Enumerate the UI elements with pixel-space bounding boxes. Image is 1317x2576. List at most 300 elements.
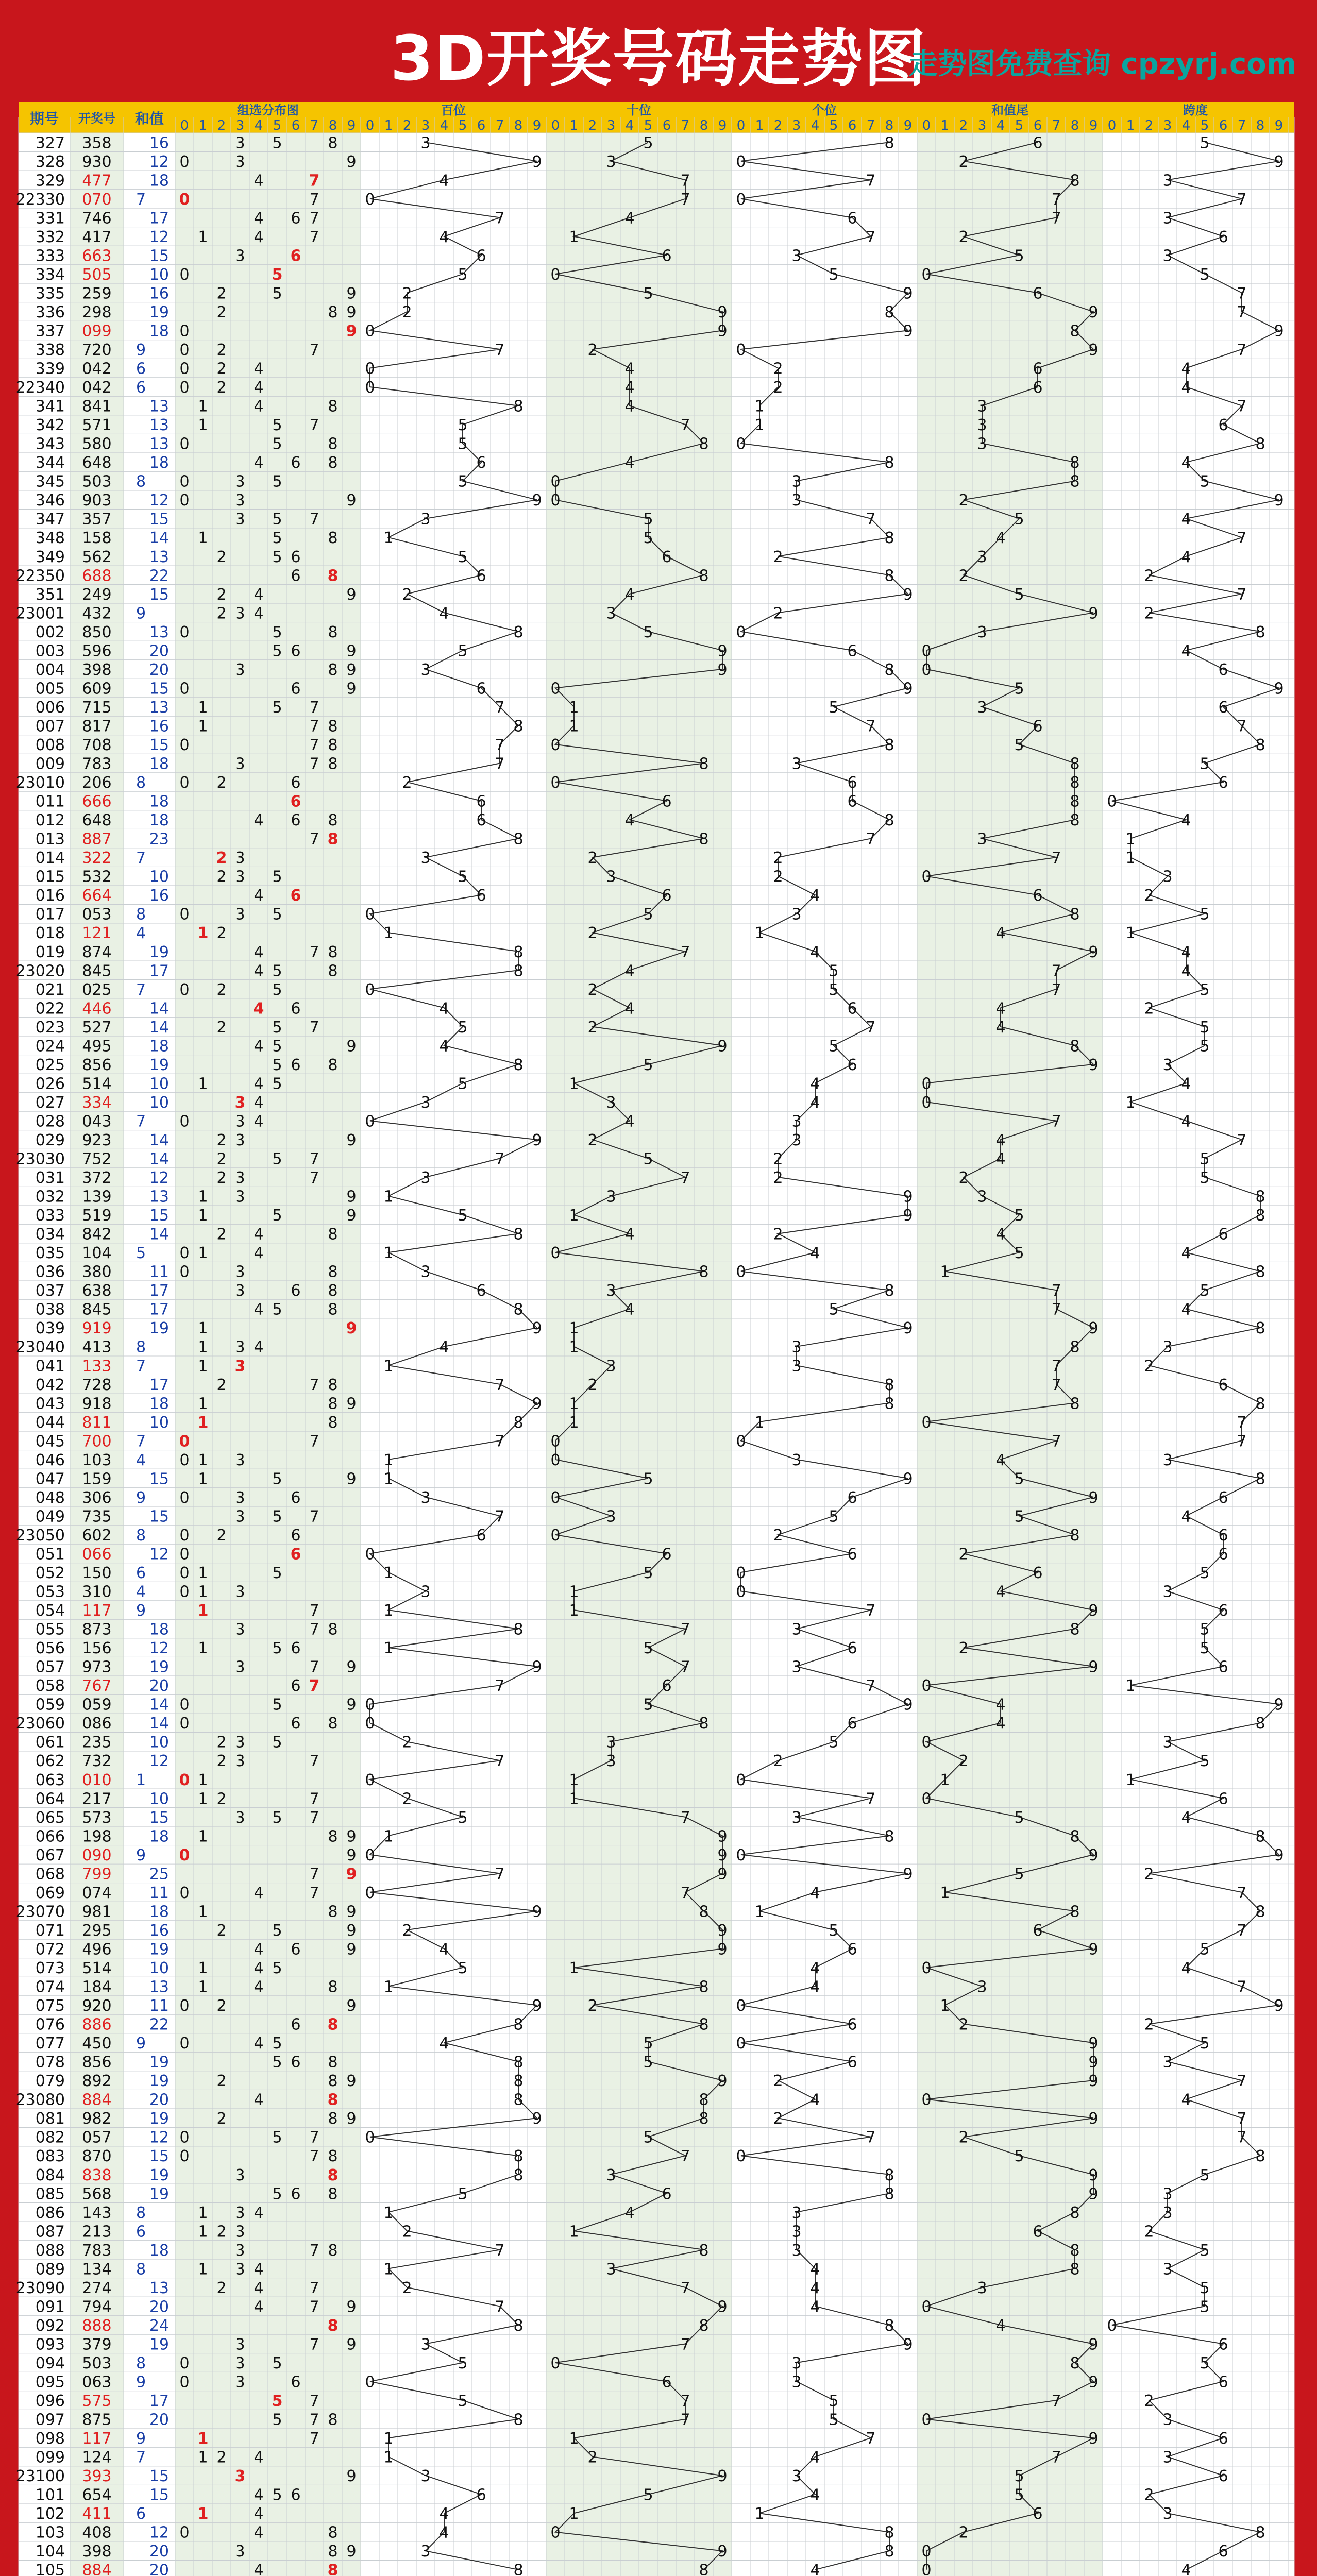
trend-mark-sum_tail: 8 xyxy=(1070,811,1080,830)
group-mark: 2 xyxy=(216,980,227,999)
number-cell: 794 xyxy=(82,2298,112,2316)
number-cell: 063 xyxy=(82,2373,112,2392)
issue-cell: 081 xyxy=(35,2110,65,2128)
trend-mark-sum_tail: 8 xyxy=(1070,322,1080,341)
trend-mark-span: 6 xyxy=(1218,2543,1228,2561)
issue-cell: 23050 xyxy=(15,1526,65,1545)
sum-cell: 6 xyxy=(136,2223,146,2241)
trend-mark-units: 2 xyxy=(773,379,783,397)
trend-mark-units: 8 xyxy=(884,529,894,548)
trend-mark-tens: 4 xyxy=(624,360,635,378)
trend-mark-units: 5 xyxy=(829,1921,839,1940)
issue-cell: 007 xyxy=(35,717,65,736)
trend-mark-sum_tail: 9 xyxy=(1088,1846,1099,1865)
number-cell: 892 xyxy=(82,2072,112,2091)
number-cell: 648 xyxy=(82,811,112,830)
group-mark: 9 xyxy=(346,1037,357,1056)
trend-mark-units: 0 xyxy=(736,2035,746,2053)
trend-mark-span: 5 xyxy=(1200,1639,1210,1658)
trend-mark-hundreds: 1 xyxy=(383,2448,394,2467)
trend-mark-hundreds: 5 xyxy=(458,1018,468,1037)
trend-mark-sum_tail: 9 xyxy=(1088,2072,1099,2091)
number-cell: 842 xyxy=(82,1225,112,1244)
group-mark: 1 xyxy=(198,1639,208,1658)
number-cell: 086 xyxy=(82,1715,112,1733)
number-cell: 638 xyxy=(82,1282,112,1300)
number-cell: 274 xyxy=(82,2279,112,2297)
trend-mark-units: 8 xyxy=(884,2185,894,2204)
trend-mark-tens: 0 xyxy=(550,265,561,284)
sum-cell: 6 xyxy=(136,360,146,378)
issue-cell: 003 xyxy=(35,642,65,660)
sum-cell: 22 xyxy=(149,2015,169,2034)
trend-mark-tens: 8 xyxy=(699,1263,709,1281)
trend-mark-units: 2 xyxy=(773,2072,783,2091)
group-mark: 8 xyxy=(328,1978,338,1996)
group-mark: 4 xyxy=(254,2448,264,2467)
group-mark: 7 xyxy=(309,2335,319,2354)
number-cell: 184 xyxy=(82,1978,112,1996)
group-mark: 6 xyxy=(291,680,301,698)
trend-mark-tens: 0 xyxy=(550,1488,561,1507)
trend-mark-tens: 3 xyxy=(606,868,616,886)
sum-cell: 18 xyxy=(149,1903,169,1921)
group-mark: 3 xyxy=(235,2204,245,2222)
issue-cell: 008 xyxy=(35,736,65,754)
group-mark: 3 xyxy=(235,1112,245,1131)
trend-mark-span: 7 xyxy=(1237,1432,1247,1451)
group-mark: 8 xyxy=(328,943,338,961)
trend-mark-hundreds: 5 xyxy=(458,1959,468,1977)
trend-mark-span: 4 xyxy=(1181,379,1191,397)
trend-mark-hundreds: 7 xyxy=(495,2241,505,2260)
number-cell: 767 xyxy=(82,1677,112,1696)
group-mark: 2 xyxy=(216,341,227,360)
trend-mark-hundreds: 7 xyxy=(495,698,505,717)
trend-mark-hundreds: 0 xyxy=(365,2373,375,2392)
header-digit: 1 xyxy=(940,118,950,133)
trend-mark-span: 5 xyxy=(1200,265,1210,284)
trend-mark-tens: 3 xyxy=(606,152,616,171)
trend-mark-tens: 9 xyxy=(717,642,728,660)
trend-mark-tens: 6 xyxy=(662,792,672,811)
number-cell: 503 xyxy=(82,472,112,491)
header-digit: 7 xyxy=(866,118,875,133)
group-mark: 6 xyxy=(291,1639,301,1658)
trend-mark-span: 7 xyxy=(1237,2128,1247,2147)
trend-mark-sum_tail: 9 xyxy=(1088,2053,1099,2072)
sum-cell: 17 xyxy=(149,2392,169,2411)
group-mark: 5 xyxy=(272,1207,282,1225)
group-mark: 1 xyxy=(198,1959,208,1977)
sum-cell: 17 xyxy=(149,1376,169,1394)
trend-mark-sum_tail: 9 xyxy=(1088,2373,1099,2392)
trend-mark-span: 4 xyxy=(1181,2561,1191,2576)
trend-mark-hundreds: 5 xyxy=(458,642,468,660)
number-cell: 477 xyxy=(82,172,112,190)
trend-mark-units: 4 xyxy=(810,1959,820,1977)
group-mark: 9 xyxy=(346,1865,357,1884)
issue-cell: 036 xyxy=(35,1263,65,1281)
trend-mark-hundreds: 5 xyxy=(458,435,468,453)
trend-mark-tens: 7 xyxy=(680,1808,690,1827)
sum-cell: 16 xyxy=(149,717,169,736)
trend-mark-hundreds: 9 xyxy=(532,1131,542,1149)
group-mark: 5 xyxy=(272,868,282,886)
header-span: 跨度 xyxy=(1183,103,1208,117)
group-mark: 2 xyxy=(216,924,227,943)
sum-cell: 12 xyxy=(149,152,169,171)
header-group: 组选分布图 xyxy=(237,103,299,117)
sum-cell: 8 xyxy=(136,774,146,792)
issue-cell: 059 xyxy=(35,1696,65,1714)
trend-mark-hundreds: 4 xyxy=(439,228,449,246)
issue-cell: 074 xyxy=(35,1978,65,1996)
group-mark: 8 xyxy=(328,736,338,754)
issue-cell: 079 xyxy=(35,2072,65,2091)
trend-mark-units: 0 xyxy=(736,1846,746,1865)
trend-mark-tens: 5 xyxy=(643,1564,653,1583)
group-mark: 2 xyxy=(216,1790,227,1808)
group-mark: 3 xyxy=(235,1169,245,1188)
trend-mark-units: 1 xyxy=(754,1413,765,1432)
header-row xyxy=(19,102,1294,133)
trend-mark-hundreds: 9 xyxy=(532,1903,542,1921)
header-digit: 5 xyxy=(458,118,467,133)
number-cell: 198 xyxy=(82,1827,112,1846)
trend-mark-sum_tail: 8 xyxy=(1070,172,1080,190)
trend-mark-hundreds: 9 xyxy=(532,492,542,510)
header-digit: 7 xyxy=(1052,118,1061,133)
sum-cell: 15 xyxy=(149,2467,169,2486)
issue-cell: 087 xyxy=(35,2223,65,2241)
issue-cell: 084 xyxy=(35,2166,65,2184)
group-mark: 7 xyxy=(309,1790,319,1808)
header-digit: 3 xyxy=(235,118,245,133)
group-mark: 9 xyxy=(346,2298,357,2316)
trend-mark-hundreds: 9 xyxy=(532,152,542,171)
group-mark: 1 xyxy=(198,1207,208,1225)
group-mark: 1 xyxy=(198,1790,208,1808)
group-mark: 0 xyxy=(179,341,190,360)
group-mark: 7 xyxy=(309,1150,319,1168)
group-mark: 5 xyxy=(272,1470,282,1488)
group-mark: 1 xyxy=(198,1451,208,1469)
group-mark: 7 xyxy=(309,2147,319,2166)
trend-mark-tens: 5 xyxy=(643,905,653,924)
trend-mark-units: 4 xyxy=(810,1884,820,1902)
group-mark: 8 xyxy=(328,1827,338,1846)
trend-mark-sum_tail: 1 xyxy=(940,1997,950,2015)
group-mark: 4 xyxy=(254,2091,264,2109)
number-cell: 306 xyxy=(82,1488,112,1507)
group-mark: 1 xyxy=(198,1827,208,1846)
sum-cell: 15 xyxy=(149,2486,169,2504)
issue-cell: 034 xyxy=(35,1225,65,1244)
trend-mark-tens: 3 xyxy=(606,1752,616,1771)
trend-mark-hundreds: 5 xyxy=(458,1808,468,1827)
number-cell: 817 xyxy=(82,717,112,736)
trend-mark-hundreds: 7 xyxy=(495,736,505,754)
trend-mark-tens: 1 xyxy=(569,1395,579,1413)
number-cell: 411 xyxy=(82,2505,112,2523)
sum-cell: 16 xyxy=(149,134,169,152)
trend-mark-units: 3 xyxy=(791,2241,802,2260)
number-cell: 752 xyxy=(82,1150,112,1168)
trend-mark-tens: 4 xyxy=(624,962,635,980)
number-cell: 884 xyxy=(82,2561,112,2576)
sum-cell: 4 xyxy=(136,924,146,943)
trend-mark-tens: 9 xyxy=(717,1827,728,1846)
trend-mark-hundreds: 8 xyxy=(513,397,524,416)
trend-mark-span: 4 xyxy=(1181,1112,1191,1131)
trend-mark-sum_tail: 0 xyxy=(921,868,932,886)
trend-mark-units: 2 xyxy=(773,1169,783,1188)
issue-cell: 005 xyxy=(35,680,65,698)
trend-mark-span: 2 xyxy=(1144,2223,1154,2241)
group-mark: 0 xyxy=(179,190,190,209)
trend-mark-span: 3 xyxy=(1162,172,1173,190)
trend-mark-sum_tail: 5 xyxy=(1014,2467,1024,2486)
trend-mark-units: 0 xyxy=(736,435,746,453)
trend-mark-tens: 5 xyxy=(643,284,653,303)
trend-mark-hundreds: 0 xyxy=(365,2128,375,2147)
group-mark: 6 xyxy=(291,2015,301,2034)
sum-cell: 20 xyxy=(149,2561,169,2576)
group-mark: 4 xyxy=(254,1093,264,1112)
issue-cell: 041 xyxy=(35,1357,65,1376)
group-mark: 3 xyxy=(235,1488,245,1507)
trend-mark-span: 5 xyxy=(1200,1282,1210,1300)
trend-mark-sum_tail: 9 xyxy=(1088,2185,1099,2204)
group-mark: 7 xyxy=(309,2298,319,2316)
trend-mark-hundreds: 0 xyxy=(365,1112,375,1131)
trend-mark-span: 2 xyxy=(1144,1357,1154,1376)
group-mark: 0 xyxy=(179,1451,190,1469)
trend-mark-tens: 5 xyxy=(643,623,653,641)
header-digit: 8 xyxy=(1070,118,1079,133)
trend-mark-span: 3 xyxy=(1162,2448,1173,2467)
trend-mark-span: 5 xyxy=(1200,2279,1210,2297)
trend-mark-hundreds: 2 xyxy=(402,585,412,604)
trend-mark-units: 3 xyxy=(791,1808,802,1827)
issue-cell: 329 xyxy=(35,172,65,190)
header-digit: 2 xyxy=(402,118,412,133)
group-mark: 3 xyxy=(235,2354,245,2372)
group-mark: 1 xyxy=(198,1903,208,1921)
trend-mark-tens: 7 xyxy=(680,1620,690,1639)
sum-cell: 18 xyxy=(149,1395,169,1413)
trend-mark-units: 6 xyxy=(847,1488,857,1507)
trend-mark-hundreds: 7 xyxy=(495,1376,505,1394)
group-mark: 9 xyxy=(346,1207,357,1225)
issue-cell: 086 xyxy=(35,2204,65,2222)
group-mark: 1 xyxy=(197,2505,209,2523)
group-mark: 8 xyxy=(328,2110,338,2128)
group-mark: 8 xyxy=(328,2147,338,2166)
trend-mark-tens: 9 xyxy=(717,2298,728,2316)
header-digit: 6 xyxy=(291,118,300,133)
header-digit: 6 xyxy=(848,118,857,133)
trend-mark-units: 6 xyxy=(847,774,857,792)
trend-mark-sum_tail: 5 xyxy=(1014,2486,1024,2504)
trend-mark-span: 5 xyxy=(1200,472,1210,491)
trend-mark-hundreds: 8 xyxy=(513,1056,524,1074)
group-mark: 8 xyxy=(328,454,338,472)
trend-mark-hundreds: 6 xyxy=(476,887,486,905)
sum-cell: 12 xyxy=(149,1752,169,1771)
trend-mark-hundreds: 1 xyxy=(383,1357,394,1376)
trend-mark-tens: 9 xyxy=(717,1037,728,1056)
trend-mark-sum_tail: 1 xyxy=(940,1771,950,1789)
issue-cell: 088 xyxy=(35,2241,65,2260)
trend-mark-units: 9 xyxy=(903,1207,913,1225)
trend-mark-tens: 2 xyxy=(587,1997,598,2015)
group-mark: 0 xyxy=(179,360,190,378)
header-digit: 2 xyxy=(217,118,226,133)
sum-cell: 20 xyxy=(149,660,169,679)
trend-mark-tens: 4 xyxy=(624,379,635,397)
trend-mark-tens: 8 xyxy=(699,830,709,849)
trend-mark-units: 3 xyxy=(791,1658,802,1676)
trend-mark-units: 6 xyxy=(847,1056,857,1074)
trend-mark-tens: 3 xyxy=(606,1507,616,1526)
trend-mark-sum_tail: 5 xyxy=(1014,1808,1024,1827)
number-cell: 139 xyxy=(82,1188,112,1206)
trend-mark-units: 2 xyxy=(773,1752,783,1771)
number-cell: 688 xyxy=(82,567,112,585)
group-mark: 1 xyxy=(197,924,209,943)
header-digit: 9 xyxy=(1274,118,1284,133)
header-digit: 8 xyxy=(514,118,523,133)
trend-mark-tens: 1 xyxy=(569,1790,579,1808)
issue-cell: 348 xyxy=(35,529,65,548)
group-mark: 1 xyxy=(198,717,208,736)
issue-cell: 044 xyxy=(35,1413,65,1432)
group-mark: 8 xyxy=(328,660,338,679)
group-mark: 7 xyxy=(309,1376,319,1394)
sum-cell: 11 xyxy=(149,1263,169,1281)
trend-mark-sum_tail: 0 xyxy=(921,1790,932,1808)
trend-mark-hundreds: 0 xyxy=(365,905,375,924)
trend-mark-span: 8 xyxy=(1255,1188,1265,1206)
issue-cell: 105 xyxy=(35,2561,65,2576)
group-mark: 8 xyxy=(328,717,338,736)
group-mark: 9 xyxy=(346,2335,357,2354)
group-mark: 9 xyxy=(346,660,357,679)
trend-mark-hundreds: 0 xyxy=(365,190,375,209)
group-mark: 7 xyxy=(309,1658,319,1676)
issue-cell: 057 xyxy=(35,1658,65,1676)
trend-mark-span: 7 xyxy=(1237,717,1247,736)
trend-mark-tens: 6 xyxy=(662,2185,672,2204)
sum-cell: 18 xyxy=(149,172,169,190)
header-digit: 3 xyxy=(977,118,987,133)
trend-mark-hundreds: 6 xyxy=(476,680,486,698)
trend-mark-units: 5 xyxy=(829,1733,839,1752)
number-cell: 903 xyxy=(82,492,112,510)
trend-mark-units: 5 xyxy=(829,980,839,999)
issue-cell: 022 xyxy=(35,999,65,1018)
trend-mark-sum_tail: 2 xyxy=(958,2523,969,2542)
group-mark: 8 xyxy=(328,1413,338,1432)
trend-mark-units: 2 xyxy=(773,604,783,623)
trend-mark-units: 4 xyxy=(810,2279,820,2297)
group-mark: 0 xyxy=(179,905,190,924)
group-mark: 3 xyxy=(234,1357,246,1376)
trend-mark-span: 4 xyxy=(1181,510,1191,529)
trend-mark-hundreds: 8 xyxy=(513,717,524,736)
trend-mark-sum_tail: 7 xyxy=(1051,1376,1061,1394)
sum-cell: 10 xyxy=(149,1790,169,1808)
group-mark: 4 xyxy=(254,1300,264,1319)
number-cell: 295 xyxy=(82,1921,112,1940)
trend-mark-sum_tail: 9 xyxy=(1088,1056,1099,1074)
number-cell: 398 xyxy=(82,660,112,679)
number-cell: 930 xyxy=(82,152,112,171)
sum-cell: 7 xyxy=(136,1357,146,1376)
issue-cell: 22340 xyxy=(15,379,65,397)
sum-cell: 13 xyxy=(149,397,169,416)
number-cell: 235 xyxy=(82,1733,112,1752)
trend-mark-tens: 9 xyxy=(717,2467,728,2486)
trend-mark-sum_tail: 3 xyxy=(977,830,987,849)
issue-cell: 061 xyxy=(35,1733,65,1752)
header-digit: 7 xyxy=(681,118,690,133)
trend-mark-units: 2 xyxy=(773,1150,783,1168)
trend-mark-tens: 5 xyxy=(643,2486,653,2504)
group-mark: 9 xyxy=(346,152,357,171)
trend-mark-sum_tail: 5 xyxy=(1014,510,1024,529)
group-mark: 2 xyxy=(216,604,227,623)
trend-mark-sum_tail: 2 xyxy=(958,492,969,510)
trend-mark-tens: 5 xyxy=(643,1639,653,1658)
trend-mark-tens: 4 xyxy=(624,811,635,830)
group-mark: 3 xyxy=(234,1093,246,1112)
trend-mark-tens: 8 xyxy=(699,2241,709,2260)
trend-mark-units: 8 xyxy=(884,134,894,152)
number-cell: 495 xyxy=(82,1037,112,1056)
group-mark: 7 xyxy=(309,209,319,228)
trend-mark-span: 4 xyxy=(1181,360,1191,378)
trend-mark-span: 3 xyxy=(1162,1056,1173,1074)
group-mark: 7 xyxy=(309,1169,319,1188)
trend-mark-units: 0 xyxy=(736,190,746,209)
number-cell: 648 xyxy=(82,454,112,472)
trend-mark-hundreds: 4 xyxy=(439,1338,449,1357)
group-mark: 6 xyxy=(291,1056,301,1074)
group-mark: 7 xyxy=(309,1620,319,1639)
header-digit: 0 xyxy=(922,118,931,133)
number-cell: 074 xyxy=(82,1884,112,1902)
trend-mark-hundreds: 1 xyxy=(383,1470,394,1488)
group-mark: 4 xyxy=(254,1037,264,1056)
group-mark: 7 xyxy=(309,228,319,246)
group-mark: 8 xyxy=(328,2072,338,2091)
trend-mark-units: 6 xyxy=(847,1639,857,1658)
trend-mark-units: 3 xyxy=(791,472,802,491)
trend-mark-sum_tail: 0 xyxy=(921,1733,932,1752)
header-hundreds: 百位 xyxy=(441,103,466,117)
group-mark: 7 xyxy=(309,830,319,849)
trend-mark-tens: 0 xyxy=(550,2354,561,2372)
group-mark: 8 xyxy=(328,1715,338,1733)
trend-mark-sum_tail: 7 xyxy=(1051,1300,1061,1319)
trend-mark-tens: 0 xyxy=(550,680,561,698)
group-mark: 1 xyxy=(198,397,208,416)
group-mark: 8 xyxy=(328,2411,338,2429)
issue-cell: 049 xyxy=(35,1507,65,1526)
